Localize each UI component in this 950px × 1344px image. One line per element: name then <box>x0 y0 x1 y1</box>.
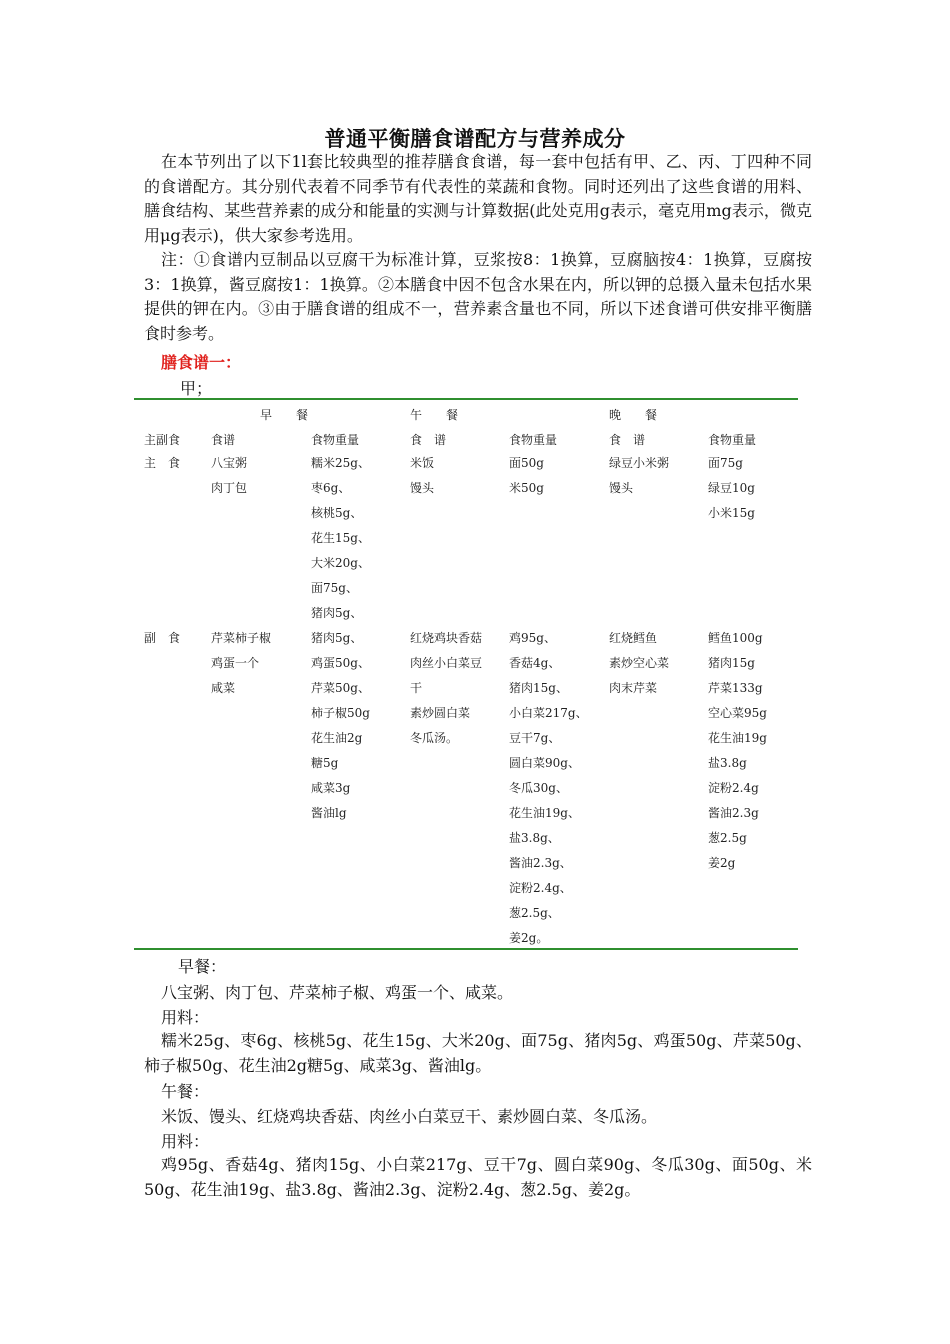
meal-header-breakfast: 早 餐 <box>260 408 309 422</box>
row-staple-type: 主 食 <box>144 456 181 470</box>
row-side-breakfast-dishes: 芹菜柿子椒 鸡蛋一个 咸菜 <box>211 631 272 695</box>
row-side-lunch-weights: 鸡95g、 香菇4g、 猪肉15g、 小白菜217g、 豆干7g、 圆白菜90g、 冬瓜30g、 花生油19g、 盐3.8g、 酱油2.3g、 淀粉2.4g、 葱2.5g、 姜2g。 <box>509 631 588 945</box>
col-header-dinner-weight: 食物重量 <box>708 433 757 447</box>
table-bottom-rule <box>134 948 798 950</box>
col-header-lunch-dish: 食 谱 <box>410 433 447 447</box>
meal-header-lunch: 午 餐 <box>410 408 459 422</box>
row-staple-breakfast-weights: 糯米25g、 枣6g、 核桃5g、 花生15g、 大米20g、 面75g、 猪肉5g、 <box>311 456 370 620</box>
row-side-breakfast-weights: 猪肉5g、 鸡蛋50g、 芹菜50g、 柿子椒50g 花生油2g 糖5g 咸菜3g 酱油lg <box>311 631 370 820</box>
col-header-lunch-weight: 食物重量 <box>509 433 558 447</box>
breakfast-label: 早餐： <box>178 957 227 976</box>
col-header-type: 主副食 <box>144 433 181 447</box>
row-side-dinner-dishes: 红烧鳕鱼 素炒空心菜 肉末芹菜 <box>609 631 670 695</box>
col-header-breakfast-weight: 食物重量 <box>311 433 360 447</box>
variant-label: 甲； <box>180 379 213 398</box>
row-staple-dinner-dishes: 绿豆小米粥 馒头 <box>609 456 670 495</box>
lunch-menu: 米饭、馒头、红烧鸡块香菇、肉丝小白菜豆干、素炒圆白菜、冬瓜汤。 <box>161 1107 658 1126</box>
lunch-ingredients: 鸡95g、香菇4g、猪肉15g、小白菜217g、豆干7g、圆白菜90g、冬瓜30g、面50g、米50g、花生油19g、盐3.8g、酱油2.3g、淀粉2.4g、葱2.5g、姜2g。 <box>144 1155 812 1199</box>
ingredients-label-lunch: 用料： <box>161 1132 210 1151</box>
ingredients-label-breakfast: 用料： <box>161 1008 210 1027</box>
intro-paragraph: 在本节列出了以下1l套比较典型的推荐膳食食谱，每一套中包括有甲、乙、丙、丁四种不同的食谱配方。其分别代表着不同季节有代表性的菜蔬和食物。同时还列出了这些食谱的用料、膳食结构、某些营养素的成分和能量的实测与计算数据(此处克用g表示，毫克用mg表示，微克用μg表示)，供大家参考选用。 <box>144 152 812 245</box>
col-header-dinner-dish: 食 谱 <box>609 433 646 447</box>
lunch-label: 午餐： <box>161 1082 210 1101</box>
breakfast-menu: 八宝粥、肉丁包、芹菜柿子椒、鸡蛋一个、咸菜。 <box>161 983 514 1002</box>
breakfast-ingredients: 糯米25g、枣6g、核桃5g、花生15g、大米20g、面75g、猪肉5g、鸡蛋50g、芹菜50g、柿子椒50g、花生油2g糖5g、咸菜3g、酱油lg。 <box>144 1031 812 1075</box>
row-staple-lunch-weights: 面50g 米50g <box>509 456 544 495</box>
page-title: 普通平衡膳食谱配方与营养成分 <box>324 126 626 151</box>
row-staple-breakfast-dishes: 八宝粥 肉丁包 <box>211 456 248 495</box>
meal-header-dinner: 晚 餐 <box>609 408 658 422</box>
table-top-rule <box>134 398 798 400</box>
row-side-dinner-weights: 鳕鱼100g 猪肉15g 芹菜133g 空心菜95g 花生油19g 盐3.8g 淀粉2.4g 酱油2.3g 葱2.5g 姜2g <box>708 631 767 870</box>
row-side-lunch-dishes: 红烧鸡块香菇 肉丝小白菜豆 干 素炒圆白菜 冬瓜汤。 <box>410 631 483 745</box>
row-staple-dinner-weights: 面75g 绿豆10g 小米15g <box>708 456 755 520</box>
row-side-type: 副 食 <box>144 631 181 645</box>
note-paragraph: 注：①食谱内豆制品以豆腐干为标准计算，豆浆按8：1换算，豆腐脑按4：1换算，豆腐按3：1换算，酱豆腐按1：1换算。②本膳食中因不包含水果在内，所以钾的总摄入量未包括水果提供的钾在内。③由于膳食谱的组成不一，营养素含量也不同，所以下述食谱可供安排平衡膳食时参考。 <box>144 250 812 343</box>
section-heading: 膳食谱一： <box>161 353 242 372</box>
row-staple-lunch-dishes: 米饭 馒头 <box>410 456 435 495</box>
col-header-breakfast-dish: 食谱 <box>211 433 236 447</box>
